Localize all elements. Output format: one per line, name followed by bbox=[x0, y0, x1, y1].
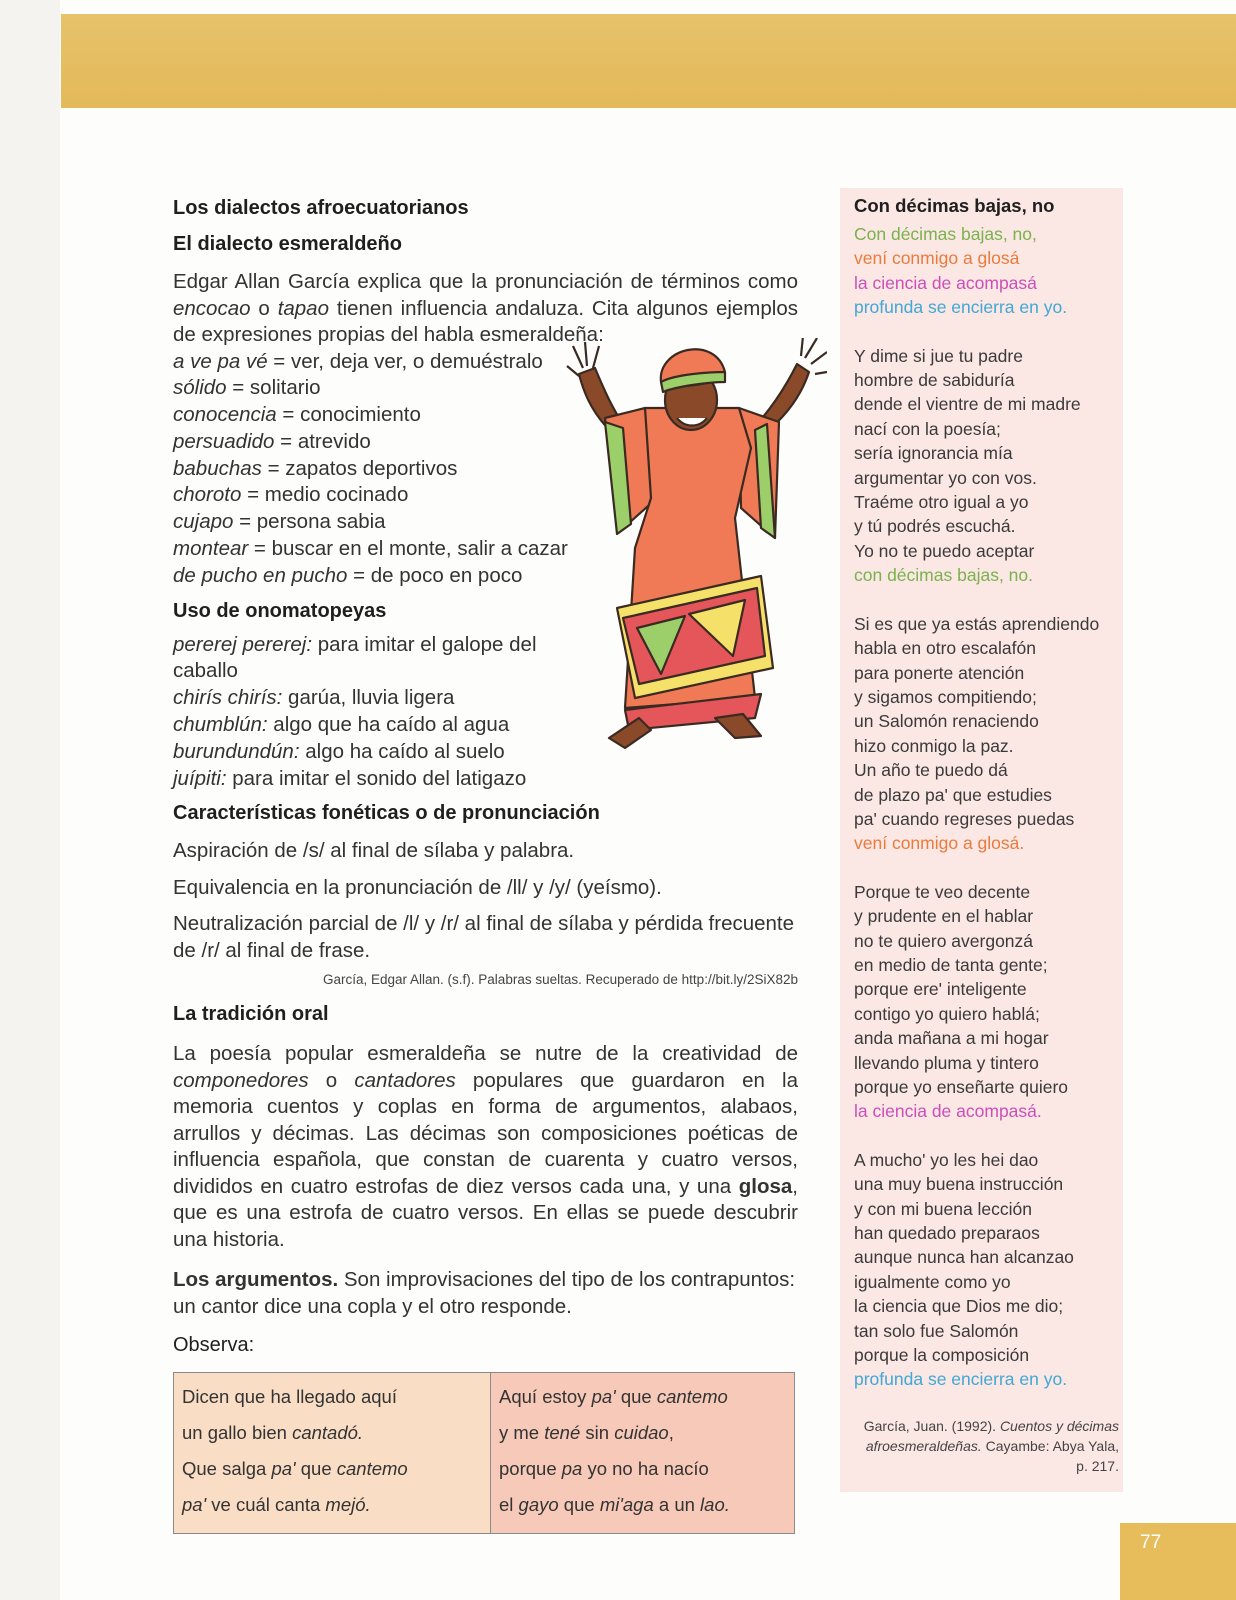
copla-segment: lao. bbox=[700, 1494, 730, 1516]
copla-segment: porque bbox=[499, 1458, 562, 1480]
copla-segment: cantemo bbox=[336, 1458, 408, 1480]
copla-line bbox=[499, 1415, 786, 1451]
poem-line: porque ere' inteligente bbox=[854, 979, 1027, 1000]
poem-line: Con décimas bajas, no, bbox=[854, 224, 1037, 244]
copla-left bbox=[174, 1373, 491, 1534]
term: persuadido bbox=[173, 429, 275, 453]
poem-line: vení conmigo a glosá bbox=[854, 248, 1020, 269]
poem-line: no te quiero avergonzá bbox=[854, 930, 1034, 951]
page-number: 77 bbox=[1140, 1532, 1162, 1553]
term: chirís chirís: bbox=[173, 686, 283, 710]
poem-line: profunda se encierra en yo. bbox=[854, 297, 1068, 318]
section-title: Los dialectos afroecuatorianos bbox=[173, 197, 469, 219]
list-item bbox=[173, 456, 593, 483]
onomatopoeia-list bbox=[173, 632, 593, 793]
poem-line: tan solo fue Salomón bbox=[854, 1320, 1019, 1341]
poem-line: profunda se encierra en yo. bbox=[854, 1369, 1068, 1390]
list-item bbox=[173, 375, 593, 402]
definition: = buscar en el monte, salir a cazar bbox=[248, 537, 568, 561]
term: montear bbox=[173, 537, 249, 561]
poem-line: vení conmigo a glosá. bbox=[854, 833, 1025, 854]
stanza bbox=[854, 344, 1119, 588]
poem-line: dende el vientre de mi madre bbox=[854, 394, 1081, 415]
subheading-tradicion-oral: La tradición oral bbox=[173, 1003, 329, 1026]
copla-segment: yo no ha nacío bbox=[582, 1458, 709, 1480]
copla-segment: mi'aga bbox=[599, 1494, 654, 1516]
list-item bbox=[173, 482, 593, 509]
copla-segment: a un bbox=[653, 1494, 701, 1516]
source-citation: García, Edgar Allan. (s.f). Palabras sueltas. Recuperado de http://bit.ly/2SiX82b bbox=[322, 972, 798, 988]
list-item bbox=[173, 632, 593, 686]
copla-segment: Aquí estoy bbox=[499, 1386, 592, 1408]
definition: para imitar el sonido del latigazo bbox=[226, 766, 527, 790]
definition: garúa, lluvia ligera bbox=[282, 686, 455, 710]
stanza bbox=[854, 222, 1119, 320]
term: choroto bbox=[173, 483, 242, 507]
poem-line: la ciencia que Dios me dio; bbox=[854, 1296, 1064, 1317]
copla-line bbox=[182, 1487, 482, 1523]
dancing-woman-illustration bbox=[565, 338, 827, 770]
copla-segment: que bbox=[615, 1386, 657, 1408]
term: burundundún: bbox=[173, 739, 300, 763]
copla-segment: ve cuál canta bbox=[206, 1494, 326, 1516]
poem-line: han quedado preparaos bbox=[854, 1223, 1040, 1244]
list-item bbox=[173, 685, 593, 712]
poem-line: y con mi buena lección bbox=[854, 1198, 1033, 1219]
poem-line: argumentar yo con vos. bbox=[854, 467, 1037, 488]
definition: = solitario bbox=[226, 376, 321, 400]
definition: algo ha caído al suelo bbox=[299, 739, 505, 763]
poem-line: y tú podrés escuchá. bbox=[854, 516, 1016, 537]
poem-line: en medio de tanta gente; bbox=[854, 954, 1048, 975]
list-item bbox=[173, 429, 593, 456]
copla-segment: sin bbox=[580, 1422, 615, 1444]
term: a ve pa vé bbox=[173, 349, 268, 373]
term: cujapo bbox=[173, 510, 234, 534]
copla-right bbox=[491, 1373, 795, 1534]
copla-segment: cuidao bbox=[614, 1422, 669, 1444]
list-item bbox=[173, 712, 593, 739]
poem-line: la ciencia de acompasá. bbox=[854, 1101, 1042, 1122]
copla-segment: tené bbox=[544, 1422, 581, 1444]
poem-line: de plazo pa' que estudies bbox=[854, 784, 1052, 805]
subheading-foneticas: Características fonéticas o de pronunciación bbox=[173, 802, 600, 825]
poem-line: sería ignorancia mía bbox=[854, 443, 1013, 464]
poem-line: la ciencia de acompasá bbox=[854, 272, 1037, 293]
copla-segment: cantadó. bbox=[292, 1422, 364, 1444]
poem-line: con décimas bajas, no. bbox=[854, 565, 1033, 586]
poem-line: hizo conmigo la paz. bbox=[854, 735, 1014, 756]
glossary-list bbox=[173, 349, 593, 590]
poem-stanzas bbox=[854, 222, 1119, 1392]
subheading-onomatopeyas: Uso de onomatopeyas bbox=[173, 599, 387, 622]
poem-line: hombre de sabiduría bbox=[854, 370, 1015, 391]
copla-segment: y me bbox=[499, 1422, 545, 1444]
copla-line bbox=[182, 1451, 482, 1487]
list-item bbox=[173, 509, 593, 536]
intro-paragraph: Edgar Allan García explica que la pronunciación de términos como encocao o tapao tienen influencia andaluza. Cita algunos ejemplos de expresiones propias del habla esmeraldeña: bbox=[173, 270, 798, 346]
definition: = conocimiento bbox=[276, 403, 421, 427]
argumentos-paragraph: Los argumentos. Son improvisaciones del tipo de los contrapuntos: un cantor dice una copla y el otro responde. bbox=[173, 1268, 796, 1318]
list-item bbox=[173, 349, 593, 376]
term: juípiti: bbox=[173, 766, 227, 790]
observa-label: Observa: bbox=[173, 1334, 255, 1357]
coplas-table bbox=[173, 1372, 795, 1534]
copla-segment: que bbox=[558, 1494, 600, 1516]
definition: = zapatos deportivos bbox=[261, 456, 458, 480]
copla-segment: cantemo bbox=[656, 1386, 728, 1408]
poem-line: nací con la poesía; bbox=[854, 418, 1001, 439]
definition: = medio cocinado bbox=[241, 483, 409, 507]
poem-line: Y dime si jue tu padre bbox=[854, 345, 1023, 366]
copla-segment: gayo bbox=[518, 1494, 559, 1516]
copla-line bbox=[182, 1415, 482, 1451]
definition: = de poco en poco bbox=[347, 563, 523, 587]
term: chumblún: bbox=[173, 713, 268, 737]
copla-segment: , bbox=[668, 1422, 674, 1444]
page-number-box bbox=[1120, 1523, 1236, 1600]
poem-line: llevando pluma y tintero bbox=[854, 1052, 1039, 1073]
copla-segment: el bbox=[499, 1494, 519, 1516]
copla-segment: pa' bbox=[271, 1458, 296, 1480]
phonetic-item: Equivalencia en la pronunciación de /ll/ y /y/ (yeísmo). bbox=[173, 875, 662, 899]
definition: = persona sabia bbox=[233, 510, 386, 534]
poem-line: porque yo enseñarte quiero bbox=[854, 1077, 1069, 1097]
copla-segment: un gallo bien bbox=[182, 1422, 293, 1444]
definition: = atrevido bbox=[274, 429, 371, 453]
list-item bbox=[173, 739, 593, 766]
copla-segment: mejó. bbox=[325, 1494, 371, 1516]
poem-title: Con décimas bajas, no bbox=[854, 195, 1055, 216]
poem-line: anda mañana a mi hogar bbox=[854, 1028, 1049, 1049]
poem-line: porque la composición bbox=[854, 1345, 1030, 1366]
copla-line bbox=[182, 1379, 482, 1415]
poem-line: contigo yo quiero hablá; bbox=[854, 1003, 1040, 1024]
list-item bbox=[173, 402, 593, 429]
copla-line bbox=[499, 1451, 786, 1487]
copla-line bbox=[499, 1379, 786, 1415]
list-item bbox=[173, 563, 593, 590]
list-item bbox=[173, 766, 593, 793]
stanza bbox=[854, 612, 1119, 856]
stanza bbox=[854, 1148, 1119, 1392]
copla-segment: pa bbox=[561, 1458, 583, 1480]
poem-line: y sigamos compitiendo; bbox=[854, 686, 1037, 707]
definition: para imitar el galope del caballo bbox=[173, 632, 537, 683]
poem-line: y prudente en el hablar bbox=[854, 906, 1034, 927]
poem-line: Un año te puedo dá bbox=[854, 760, 1008, 781]
poem-line: habla en otro escalafón bbox=[854, 638, 1036, 659]
copla-segment: que bbox=[295, 1458, 337, 1480]
subheading-esmeraldeno: El dialecto esmeraldeño bbox=[173, 233, 402, 255]
copla-segment: Dicen que ha llegado aquí bbox=[182, 1386, 397, 1408]
poem-line: para ponerte atención bbox=[854, 662, 1025, 683]
poem-line: Porque te veo decente bbox=[854, 881, 1031, 902]
header-band bbox=[61, 14, 1236, 108]
poem-sidebar bbox=[840, 188, 1123, 1492]
poem-line: Yo no te puedo aceptar bbox=[854, 540, 1035, 561]
poem-line: Traéme otro igual a yo bbox=[854, 492, 1029, 513]
list-item bbox=[173, 536, 593, 563]
stanza bbox=[854, 880, 1119, 1124]
term: de pucho en pucho bbox=[173, 563, 348, 587]
definition: = ver, deja ver, o demuéstralo bbox=[267, 349, 543, 373]
term: pererej pererej: bbox=[173, 632, 313, 656]
term: babuchas bbox=[173, 456, 262, 480]
phonetic-item: Neutralización parcial de /l/ y /r/ al final de sílaba y pérdida frecuente de /r/ al final de frase. bbox=[173, 912, 795, 962]
poem-line: igualmente como yo bbox=[854, 1271, 1011, 1292]
term: conocencia bbox=[173, 403, 277, 427]
copla-segment: Que salga bbox=[182, 1458, 272, 1480]
poem-line: A mucho' yo les hei dao bbox=[854, 1149, 1039, 1170]
poem-line: un Salomón renaciendo bbox=[854, 711, 1039, 732]
poem-line: aunque nunca han alcanzao bbox=[854, 1247, 1074, 1268]
poem-line: una muy buena instrucción bbox=[854, 1174, 1064, 1195]
copla-line bbox=[499, 1487, 786, 1523]
term: sólido bbox=[173, 376, 227, 400]
oral-tradition-paragraph: La poesía popular esmeraldeña se nutre de la creatividad de componedores o cantadores populares que guardaron en la memoria cuentos y coplas en forma de argumentos, alabaos, arrullos y décimas. Las décimas son composiciones poéticas de influencia española, que constan de cuarenta y cuatro versos, divididos en cuatro estrofas de diez versos cada una, y una glosa, que es una estrofa de cuatro versos. En ellas se puede descubrir una historia. bbox=[173, 1042, 798, 1251]
phonetic-item: Aspiración de /s/ al final de sílaba y palabra. bbox=[173, 839, 575, 863]
poem-citation: García, Juan. (1992). Cuentos y décimas afroesmeraldeñas. Cayambe: Abya Yala, p. 217. bbox=[863, 1417, 1119, 1474]
poem-line: pa' cuando regreses puedas bbox=[854, 808, 1075, 829]
copla-segment: pa' bbox=[182, 1494, 207, 1516]
copla-segment: pa' bbox=[591, 1386, 616, 1408]
poem-line: Si es que ya estás aprendiendo bbox=[854, 613, 1100, 634]
definition: algo que ha caído al agua bbox=[267, 713, 510, 737]
